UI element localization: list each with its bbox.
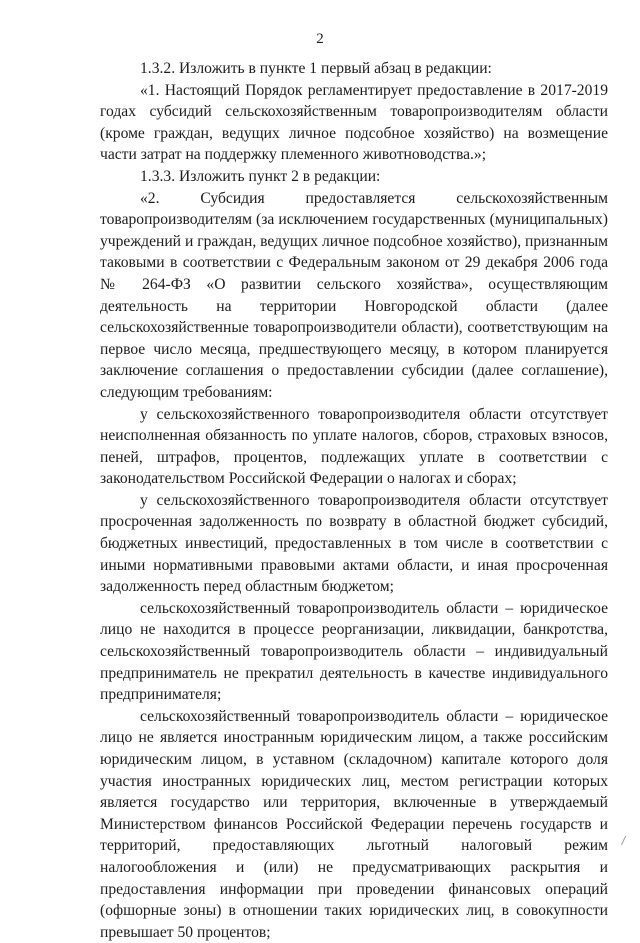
requirement-foreign-entity: сельскохозяйственный товаропроизводитель области – юридическое лицо не является иностранным юридическим лицом, а также российским юридическим лицом, в уставном (складочном) капитале которого доля участия иностранных юридических лиц, местом регистрации которых является государство или территория, включенные в утверждаемый Министерством финансов Российской Федерации перечень государств и территорий, предоставляющих льготный налоговый режим налогообложения и (или) не предусматривающих раскрытия и предоставления информации при проведении финансовых операций (офшорные зоны) в отношении таких юридических лиц, в совокупности превышает 50 процентов; bbox=[100, 707, 608, 941]
paragraph-quote-2: «2. Субсидия предоставляется сельскохозяйственным товаропроизводителям (за исключением государственных (муниципальных) учреждений и граждан, ведущих личное подсобное хозяйство), признанным таковыми в соответствии с Федеральным законом от 29 декабря 2006 года № 264-ФЗ «О развитии сельского хозяйства», осуществляющим деятельность на территории Новгородской области (далее сельскохозяйственные товаропроизводители области), соответствующим на первое число месяца, предшествующего месяцу, в котором планируется заключение соглашения о предоставлении субсидии (далее соглашение), следующим требованиям: bbox=[100, 189, 608, 401]
requirement-taxes: у сельскохозяйственного товаропроизводителя области отсутствует неисполненная обязанность по уплате налогов, сборов, страховых взносов, пеней, штрафов, процентов, подлежащих уплате в соответствии с законодательством Российской Федерации о налогах и сборах; bbox=[100, 405, 608, 488]
scan-mark bbox=[621, 836, 629, 847]
paragraph-1-3-2: 1.3.2. Изложить в пункте 1 первый абзац в редакции: bbox=[140, 60, 492, 77]
page-number: 2 bbox=[316, 31, 324, 47]
paragraph-1-3-3: 1.3.3. Изложить пункт 2 в редакции: bbox=[140, 167, 381, 185]
document-body bbox=[100, 58, 608, 943]
paragraph-quote-1: «1. Настоящий Порядок регламентирует предоставление в 2017-2019 годах субсидий сельскохозяйственным товаропроизводителям области (кроме граждан, ведущих личное подсобное хозяйство) на возмещение части затрат на поддержку племенного животноводства.»; bbox=[100, 81, 608, 164]
requirement-reorganization: сельскохозяйственный товаропроизводитель области – юридическое лицо не находится в процессе реорганизации, ликвидации, банкротства, сельскохозяйственный товаропроизводитель области – индивидуальный предприниматель не прекратил деятельность в качестве индивидуального предпринимателя; bbox=[100, 599, 608, 704]
requirement-debt: у сельскохозяйственного товаропроизводителя области отсутствует просроченная задолженность по возврату в областной бюджет субсидий, бюджетных инвестиций, предоставленных в том числе в соответствии с иными нормативными правовыми актами области, и иная просроченная задолженность перед областным бюджетом; bbox=[100, 491, 608, 596]
